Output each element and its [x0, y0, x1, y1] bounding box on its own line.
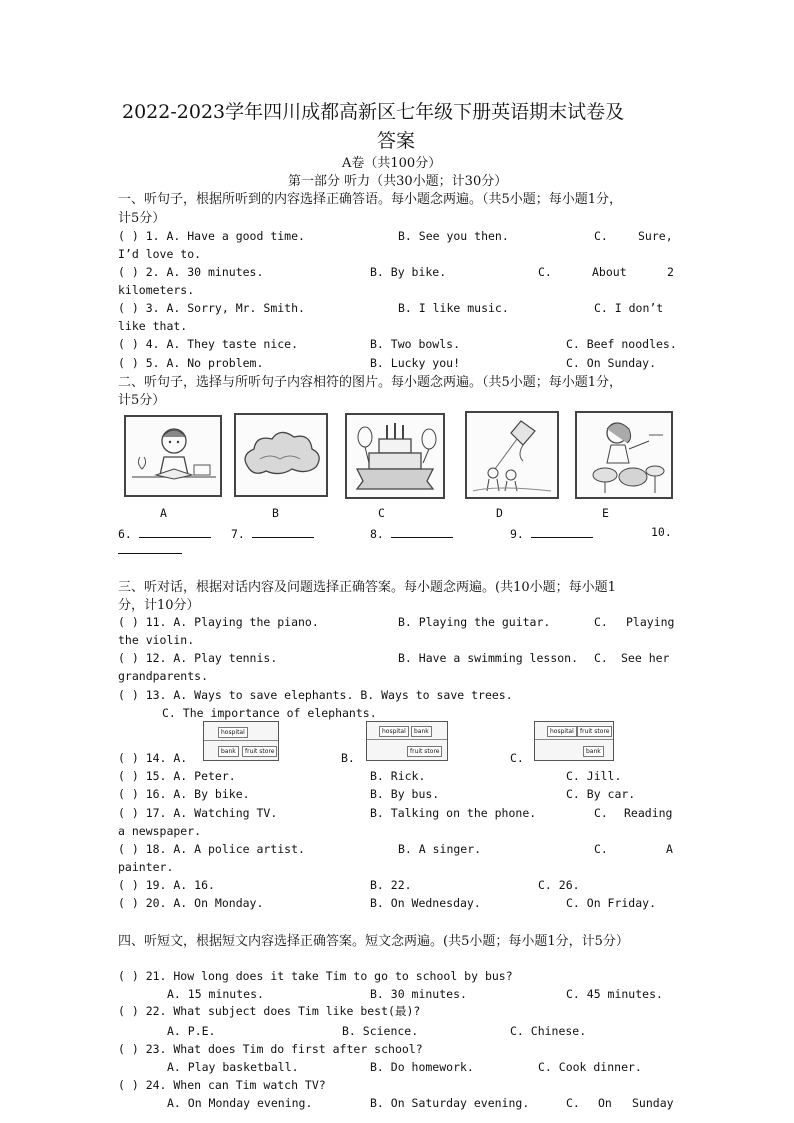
page-title: 2022-2023学年四川成都高新区七年级下册英语期末试卷及 — [122, 101, 625, 123]
q23-option-a: A. Play basketball. — [167, 1060, 299, 1074]
q12-option-c-text: See her — [621, 651, 670, 665]
blank-6[interactable] — [118, 525, 211, 541]
q11-option-c-text: Playing — [626, 615, 675, 629]
part-one-heading: 第一部分 听力（共30小题；计30分） — [288, 174, 508, 189]
q22-question: ( ) 22. What subject does Tim like best(最)? — [118, 1004, 421, 1018]
q3-option-b: B. I like music. — [398, 301, 509, 315]
q5-option-a: ( ) 5. A. No problem. — [118, 356, 264, 370]
map-b-bank: bank — [411, 726, 432, 737]
boy-reading-icon — [126, 417, 220, 495]
map-a-road — [204, 740, 278, 741]
q14-option-c: C. — [510, 751, 524, 765]
q17-option-a: ( ) 17. A. Watching TV. — [118, 806, 278, 820]
q24-question: ( ) 24. When can Tim watch TV? — [118, 1078, 326, 1092]
map-c-hospital: hospital — [547, 726, 577, 737]
section-1-heading: 一、听句子，根据所听到的内容选择正确答语。每小题念两遍。（共5小题；每小题1分， — [118, 192, 623, 207]
picture-e-letter: E — [602, 506, 609, 520]
picture-e — [575, 411, 673, 499]
q17-option-c-text: Reading — [624, 806, 673, 820]
q4-option-a: ( ) 4. A. They taste nice. — [118, 337, 299, 351]
q4-option-b: B. Two bowls. — [370, 337, 461, 351]
q19-option-c: C. 26. — [538, 878, 580, 892]
q12-option-a: ( ) 12. A. Play tennis. — [118, 651, 278, 665]
q1-option-b: B. See you then. — [398, 229, 509, 243]
section-4-heading: 四、听短文，根据短文内容选择正确答案。短文念两遍。(共5小题；每小题1分，计5分） — [118, 934, 629, 949]
map-c-bank: bank — [583, 746, 604, 757]
map-b-road — [367, 739, 447, 740]
q15-option-c: C. Jill. — [566, 769, 622, 783]
q2-option-c-cont: kilometers. — [118, 283, 195, 297]
blank-9[interactable] — [510, 525, 593, 541]
q1-option-c: C. — [594, 229, 608, 243]
paper-a-label: A卷（共100分） — [342, 156, 442, 171]
q2-option-a: ( ) 2. A. 30 minutes. — [118, 265, 264, 279]
section-2-heading: 二、听句子，选择与所听句子内容相符的图片。每小题念两遍。（共5小题；每小题1分， — [118, 375, 623, 390]
page-title-continued: 答案 — [377, 130, 416, 152]
q1-option-c-text: Sure, — [638, 229, 673, 243]
map-b-fruit-store: fruit store — [407, 746, 442, 757]
blank-10-label: 10. — [651, 525, 672, 539]
map-option-b — [366, 721, 448, 761]
q17-option-b: B. Talking on the phone. — [370, 806, 537, 820]
q21-option-a: A. 15 minutes. — [167, 987, 264, 1001]
birthday-cake-icon — [347, 415, 443, 497]
q17-option-c-cont: a newspaper. — [118, 824, 202, 838]
q13-options-ab: ( ) 13. A. Ways to save elephants. B. Ways to save trees. — [118, 688, 513, 702]
q19-option-a: ( ) 19. A. 16. — [118, 878, 215, 892]
map-c-road — [535, 739, 613, 740]
q18-option-c: C. — [594, 842, 608, 856]
section-3-heading: 三、听对话，根据对话内容及问题选择正确答案。每小题念两遍。(共10小题；每小题1 — [118, 580, 616, 595]
q16-option-a: ( ) 16. A. By bike. — [118, 787, 250, 801]
q5-option-b: B. Lucky you! — [370, 356, 461, 370]
q18-option-c-text: A — [666, 842, 673, 856]
q22-option-c: C. Chinese. — [510, 1024, 587, 1038]
q11-option-c: C. — [594, 615, 608, 629]
q2-option-c-num: 2 — [667, 265, 674, 279]
blank-8-label: 8. — [370, 527, 384, 541]
q23-option-b: B. Do homework. — [370, 1060, 474, 1074]
section-3-heading-cont: 分，计10分） — [118, 598, 200, 613]
q11-option-a: ( ) 11. A. Playing the piano. — [118, 615, 319, 629]
q20-option-b: B. On Wednesday. — [370, 896, 481, 910]
picture-d-letter: D — [496, 506, 503, 520]
cloud-icon — [236, 415, 326, 495]
q12-option-b: B. Have a swimming lesson. — [398, 651, 579, 665]
q16-option-c: C. By car. — [566, 787, 636, 801]
q22-option-a: A. P.E. — [167, 1024, 216, 1038]
q20-option-c: C. On Friday. — [566, 896, 657, 910]
q24-option-a: A. On Monday evening. — [167, 1096, 313, 1110]
q20-option-a: ( ) 20. A. On Monday. — [118, 896, 264, 910]
blank-6-label: 6. — [118, 527, 132, 541]
q21-option-c: C. 45 minutes. — [566, 987, 663, 1001]
q22-option-b: B. Science. — [342, 1024, 419, 1038]
q1-option-a: ( ) 1. A. Have a good time. — [118, 229, 305, 243]
q2-option-b: B. By bike. — [370, 265, 447, 279]
q2-option-c-text: About — [592, 265, 627, 279]
q23-question: ( ) 23. What does Tim do first after school? — [118, 1042, 423, 1056]
map-a-hospital: hospital — [218, 727, 248, 738]
picture-b — [234, 413, 328, 497]
picture-d — [465, 411, 559, 499]
q15-option-b: B. Rick. — [370, 769, 426, 783]
map-b-hospital: hospital — [379, 726, 409, 737]
q12-option-c-cont: grandparents. — [118, 669, 209, 683]
q15-option-a: ( ) 15. A. Peter. — [118, 769, 236, 783]
picture-c-letter: C — [378, 506, 385, 520]
blank-7-label: 7. — [231, 527, 245, 541]
q18-option-a: ( ) 18. A. A police artist. — [118, 842, 305, 856]
section-1-heading-cont: 计5分） — [118, 211, 166, 226]
q1-option-c-cont: I’d love to. — [118, 247, 202, 261]
picture-a — [124, 415, 222, 497]
q3-option-c-cont: like that. — [118, 319, 188, 333]
q18-option-c-cont: painter. — [118, 860, 174, 874]
blank-10[interactable] — [118, 541, 182, 554]
q21-option-b: B. 30 minutes. — [370, 987, 467, 1001]
drummer-icon — [577, 413, 671, 497]
map-option-a — [203, 721, 279, 761]
q4-option-c: C. Beef noodles. — [566, 337, 677, 351]
q5-option-c: C. On Sunday. — [566, 356, 657, 370]
q3-option-a: ( ) 3. A. Sorry, Mr. Smith. — [118, 301, 305, 315]
q18-option-b: B. A singer. — [398, 842, 482, 856]
map-c-fruit-store: fruit store — [577, 726, 612, 737]
q11-option-c-cont: the violin. — [118, 633, 195, 647]
q12-option-c: C. — [594, 651, 608, 665]
q3-option-c: C. I don’t — [594, 301, 664, 315]
q24-option-c-word2: Sunday — [632, 1096, 674, 1110]
q17-option-c: C. — [594, 806, 608, 820]
q19-option-b: B. 22. — [370, 878, 412, 892]
section-2-heading-cont: 计5分） — [118, 393, 166, 408]
blank-8[interactable] — [370, 525, 453, 541]
q11-option-b: B. Playing the guitar. — [398, 615, 551, 629]
q24-option-c-word1: On — [598, 1096, 612, 1110]
map-option-c — [534, 721, 614, 761]
q23-option-c: C. Cook dinner. — [538, 1060, 642, 1074]
q21-question: ( ) 21. How long does it take Tim to go to school by bus? — [118, 969, 513, 983]
picture-b-letter: B — [272, 506, 279, 520]
q16-option-b: B. By bus. — [370, 787, 440, 801]
q14-option-a: ( ) 14. A. — [118, 751, 188, 765]
blank-7[interactable] — [231, 525, 314, 541]
q24-option-c: C. — [566, 1096, 580, 1110]
picture-c — [345, 413, 445, 499]
kite-flying-icon — [467, 413, 557, 497]
map-a-bank: bank — [218, 746, 239, 757]
blank-9-label: 9. — [510, 527, 524, 541]
q2-option-c: C. — [538, 265, 552, 279]
q24-option-b: B. On Saturday evening. — [370, 1096, 530, 1110]
q14-option-b: B. — [341, 751, 355, 765]
picture-a-letter: A — [160, 506, 167, 520]
map-a-fruit-store: fruit store — [242, 746, 277, 757]
q13-option-c: C. The importance of elephants. — [162, 706, 377, 720]
